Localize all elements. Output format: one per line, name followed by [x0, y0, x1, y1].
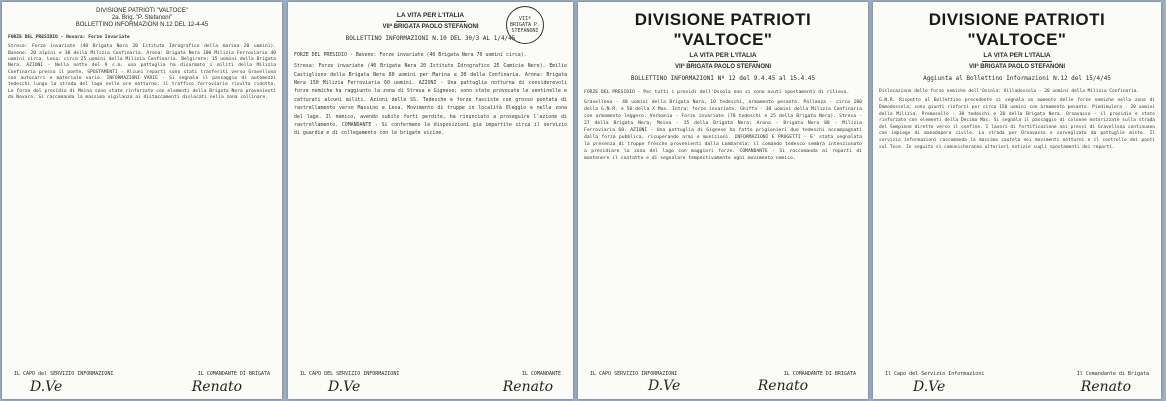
- page-1-header-line-3: BOLLETTINO INFORMAZIONI N.12 DEL 12-4-45: [75, 22, 209, 28]
- document-page-2: [288, 2, 573, 399]
- page-4-brigade: VIIª BRIGATA PAOLO STEFANONI: [969, 63, 1065, 70]
- page-2-sig-left: IL CAPO DEL SERVIZIO INFORMAZIONI: [300, 371, 400, 377]
- page-3-title: BOLLETTINO INFORMAZIONI Nº 12 del 9.4.45 al 15.4.45: [630, 74, 816, 82]
- page-4-body: G.N.R. Rispetto al Bollettino precedente si segnala un aumento delle forze nemiche nella zona di Domodossola; sono giunti rinforzi per circa 150 uomini con armamento pesante. Piedimulera - 20 uomini della Milizia. Premosello - 30 tedeschi e 20 della Brigata Nera. Ornavasso - il presidio e stato rinforzato con elementi della Decima Mas. Si segnala il passaggio di colonne motorizzate sulla strada del Sempione dirette verso il confine. I lavori di fortificazione nei pressi di Gravellona continuano con impiego di manodopera civile. La strada per Ornavasso e sorvegliata da pattuglie miste. Il servizio informazioni raccomanda la massima cautela nei movimenti notturni e il controllo dei ponti sul Toce. In seguito si comunicheranno ulteriori notizie sugli spostamenti dei reparti.: [879, 98, 1155, 150]
- page-4-subject: Dislocazione delle forze nemiche dell'Ossola: Villadossola - 20 uomini della Milizia Confinaria.: [879, 88, 1140, 94]
- page-2-body: Stresa: Forze invariate (40 Brigata Nera 20 Istituto Idrografico 25 Camicie Nere). Emilio Castigliono della Brigata Nera 80 uomini per Marina e 30 della Confinaria. Arona: Brigata Nera 150 Milizia Ferroviaria 60 uomini. AZIONI - Una pattuglia notturna di considerevoli forze nemiche ha raggiunto la zona di Stresa e Gignese; sono state provocate le sentinelle e catturati alcuni militi. Azioni delle SS. Tedesche e forze fasciste con grosso puntata di rastrellamento verso Massino e Lesa. Movimento di truppe in località Oleggio e nella zona del lago. Il nemico, avendo subito forti perdite, ha rinunciato a proseguire l'azione di rastrellamento. COMANDANTE - Si confermano le disposizioni gia impartite circa il servizio di guardia e di collegamento con le brigate vicine.: [294, 63, 567, 137]
- page-1-sig-right: IL COMANDANTE DI BRIGATA: [197, 371, 270, 377]
- document-page-4: [873, 2, 1161, 399]
- page-3-division-title: DIVISIONE PATRIOTI "VALTOCE": [634, 10, 812, 49]
- page-3-signature-right: Renato: [757, 378, 808, 394]
- document-page-3: [578, 2, 868, 399]
- page-3-motto: LA VITA PER L'ITALIA: [689, 52, 757, 59]
- document-page-1: [2, 2, 282, 399]
- page-1-header-line-2: 2a. Brig. "P. Stefanoni": [111, 15, 173, 21]
- page-4-sig-left: Il Capo del Servizio Informazioni: [885, 371, 985, 377]
- page-3-brigade: VIIª BRIGATA PAOLO STEFANONI: [675, 63, 771, 70]
- page-2-brigade: VIIª BRIGATA PAOLO STEFANONI: [382, 23, 479, 30]
- page-1-signature-left: D.Ve: [30, 379, 63, 395]
- page-2-signature-left: D.Ve: [328, 379, 361, 395]
- page-3-sig-right: IL COMANDANTE DI BRIGATA: [783, 371, 856, 377]
- page-1-subject: FORZE DEL PRESIDIO - Novara: Forze Invariate: [8, 35, 130, 40]
- page-4-motto: LA VITA PER L'ITALIA: [983, 52, 1051, 59]
- page-2-subject: FORZE DEL PRESIDIO - Baveno: Forze invariate (40 Brigata Nera 70 uomini circa).: [294, 51, 527, 58]
- page-1-sig-left: IL CAPO del SERVIZIO INFORMAZIONI: [14, 371, 114, 377]
- page-3-subject: FORZE DEL PRESIDIO - Per tutti i presidi dell'Ossola non si sono avuti spostamenti di rilievo.: [584, 89, 850, 95]
- page-4-rule: [982, 61, 1052, 62]
- page-4-signature-left: D.Ve: [913, 379, 946, 395]
- page-3-body: Gravellona - 40 uomini della Brigata Nera, 10 tedeschi, armamento pesante. Pallanza - circa 100 della G.N.R. e 50 della X Mas. Intra: forze invariate. Ghiffa - 30 uomini della Milizia Confinaria con armamento leggero. Verbania - Forze invariate (70 tedeschi e 25 della Brigata Nera). Stresa - 27 della Brigata Nera; Meina - 15 della Brigata Nera; Arona - Brigata Nera 80 - Milizia Ferroviaria 60. AZIONI - Una pattuglia di Gignese ha fatto prigionieri due tedeschi accompagnati dalla forza pubblica, ricuperando armi e munizioni. INFORMAZIONI E PROGETTI - E' stata segnalata la presenza di truppe fresche provenienti dalla Lombardia; il comando tedesco sembra intenzionato a presidiare la zona del lago con maggiori forze. COMANDANTE - Si raccomanda ai reparti di mantenere il contatto e di segnalare tempestivamente ogni movimento nemico.: [584, 99, 862, 161]
- page-2-title: BOLLETTINO INFORMAZIONI N.10 DEL 30/3 AL 1/4/45: [345, 34, 516, 42]
- page-3-sig-left: IL CAPO SERVIZIO INFORMAZIONI: [590, 371, 678, 377]
- page-1-body: Stresa: Forze invariate (40 Brigata Nera 20 Istituto Idrografico della marina 20 uomini). Baveno: 20 alpini e 30 della Milizia Confinaria. Arona: Brigata Nera 100 Milizia Ferroviaria 40 uomini circa. Lesa: circa 25 uomini della Milizia Confinaria. Belgirate: 15 uomini della Brigata Nera. AZIONI - Nella notte del 9 c.m. una pattuglia ha disarmato i militi della Milizia Confinaria presso il ponte. SPOSTAMENTI - Alcuni reparti sono stati trasferiti verso Gravellona con autocarri e materiale vario. INFORMAZIONI VARIE - Si segnala il passaggio di automezzi tedeschi lungo la strada del lago nelle ore notturne; il traffico ferroviario risulta ridotto. Le forze del presidio di Meina sono state rinforzate con elementi della Brigata Nera provenienti da Novara. Si raccomanda la massima vigilanza ai distaccamenti dislocati nella zona collinare.: [8, 44, 276, 101]
- page-1-signature-right: Renato: [191, 379, 242, 395]
- page-2-sig-right: IL COMANDANTE: [521, 371, 561, 377]
- page-2-motto: LA VITA PER L'ITALIA: [396, 12, 465, 19]
- page-2-rule: [396, 21, 466, 22]
- page-1-header-line-1: DIVISIONE PATRIOTI "VALTOCE": [96, 8, 188, 14]
- page-2-signature-right: Renato: [502, 379, 553, 395]
- page-4-signature-right: Renato: [1080, 379, 1131, 395]
- page-4-sig-right: Il Comandante di Brigata: [1076, 371, 1149, 377]
- page-2-stamp: VIIª BRIGATA P. STEFANONI: [506, 6, 544, 44]
- page-4-division-title: DIVISIONE PATRIOTI "VALTOCE": [928, 10, 1106, 49]
- page-3-signature-left: D.Ve: [648, 378, 681, 394]
- page-3-rule: [688, 61, 758, 62]
- page-4-title: Aggiunta al Bollettino Informazioni N.12 del 15/4/45: [923, 74, 1111, 82]
